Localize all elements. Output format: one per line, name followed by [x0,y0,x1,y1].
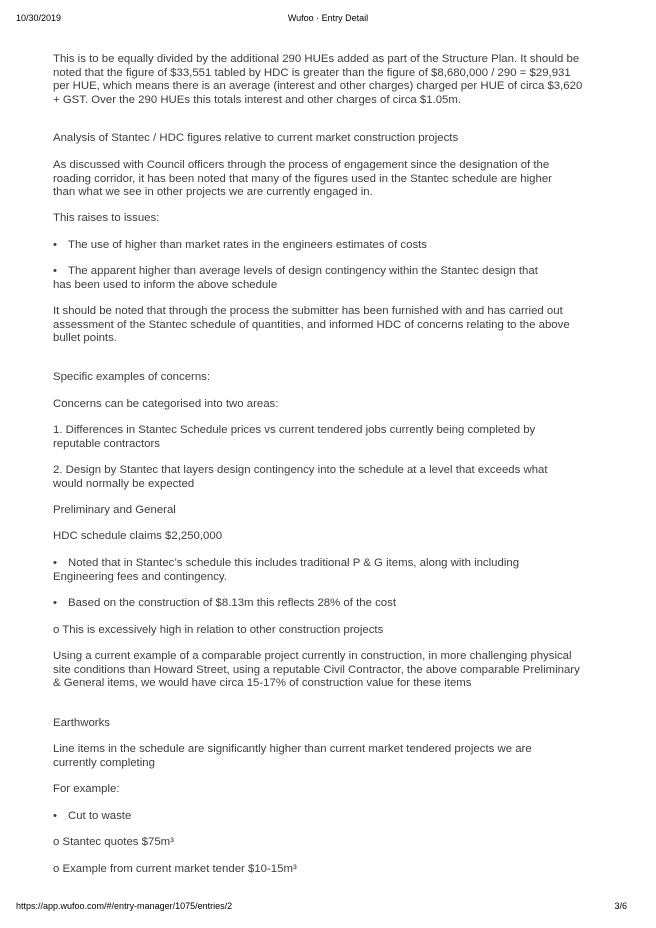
print-header [0,13,656,25]
paragraph-line-items: Line items in the schedule are significantly higher than current market tendered projects we are currently completing [53,743,532,769]
bullet-text: The apparent higher than average levels of design contingency within the Stantec design that has been used to inform the above schedule [53,265,538,291]
bullet-dot-icon: • [53,557,57,569]
print-footer [0,901,656,913]
paragraph-for-example: For example: [53,783,120,795]
paragraph-hdc-claim: HDC schedule claims $2,250,000 [53,530,223,542]
sub-item-market-tender: o Example from current market tender $10-15m³ [53,863,297,875]
paragraph-assessment: It should be noted that through the process the submitter has been furnished with and has carried out assessment of the Stantec schedule of quantities, and informed HDC of concerns relating to the above bullet points. [53,305,570,345]
page-title: Wufoo · Entry Detail [287,13,369,23]
section-heading-earthworks: Earthworks [53,717,110,729]
bullet-text: Cut to waste [68,810,132,822]
bullet-text: Based on the construction of $8.13m this reflects 28% of the cost [68,597,396,609]
bullet-cost-percent [53,597,589,611]
paragraph-issues-intro: This raises to issues: [53,212,160,224]
bullet-cut-to-waste [53,810,589,824]
paragraph-discussion: As discussed with Council officers through the process of engagement since the designation of the roading corridor, it has been noted that many of the figures used in the Stantec schedule are higher than what we see in other projects we are currently engaged in. [53,159,552,199]
sub-item-excessive: o This is excessively high in relation to other construction projects [53,624,384,636]
section-heading-preliminary: Preliminary and General [53,504,176,516]
print-date: 10/30/2019 [16,13,62,23]
bullet-text: Noted that in Stantec’s schedule this includes traditional P & G items, along with including Engineering fees and contingency. [53,557,520,583]
paragraph-comparable-example: Using a current example of a comparable project currently in construction, in more challenging physical site conditions than Howard Street, using a reputable Civil Contractor, the above comparable Preliminary & General items, we would have circa 15-17% of construction value for these items [53,650,580,690]
page-number: 3/6 [614,901,627,911]
section-heading-concerns: Specific examples of concerns: [53,371,211,383]
section-heading-analysis: Analysis of Stantec / HDC figures relative to current market construction projects [53,132,459,144]
sub-item-stantec-quote: o Stantec quotes $75m³ [53,836,174,848]
bullet-design-contingency [53,265,553,292]
list-item-2: 2. Design by Stantec that layers design contingency into the schedule at a level that exceeds what would normally be expected [53,464,548,490]
list-item-1: 1. Differences in Stantec Schedule prices vs current tendered jobs currently being completed by reputable contractors [53,424,536,450]
bullet-pg-items [53,557,543,584]
bullet-market-rates [53,239,589,253]
entry-url-link[interactable]: https://app.wufoo.com/#/entry-manager/1075/entries/2 [16,901,233,911]
bullet-text: The use of higher than market rates in the engineers estimates of costs [68,239,427,251]
paragraph-interest: This is to be equally divided by the additional 290 HUEs added as part of the Structure Plan. It should be noted that the figure of $33,551 tabled by HDC is greater than the figure of $8,680,000 / 290 = $29,931 per HUE, which means there is an average (interest and other charges) charged per HUE of circa $3,620 + GST. Over the 290 HUEs this totals interest and other charges of circa $1.05m. [53,53,583,106]
bullet-dot-icon: • [53,265,57,277]
paragraph-categories: Concerns can be categorised into two areas: [53,398,279,410]
